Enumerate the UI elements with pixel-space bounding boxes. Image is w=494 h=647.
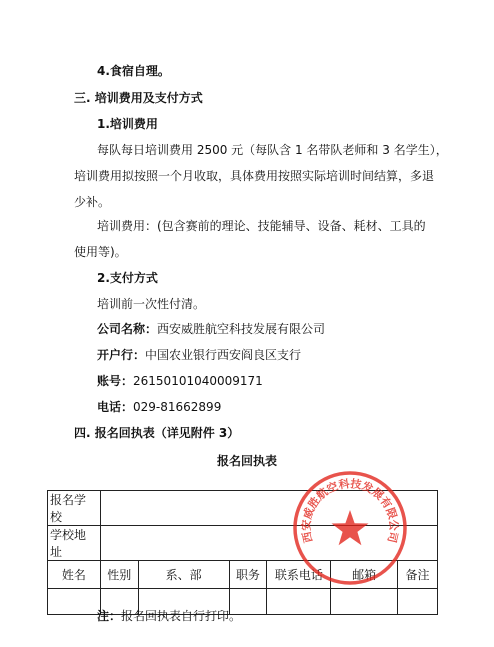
subheading-payment-method: 2.支付方式 <box>97 271 158 285</box>
school-label-cell: 报名学校 <box>48 491 101 526</box>
phone-row <box>97 399 221 415</box>
cell-name[interactable] <box>48 589 101 615</box>
column-header-gender: 性别 <box>100 561 138 589</box>
phone-label: 电话： <box>97 400 134 414</box>
note-row <box>97 608 241 624</box>
subheading-training-fee: 1.培训费用 <box>97 117 158 131</box>
column-header-email: 邮箱 <box>331 561 398 589</box>
note-value: 报名回执表自行打印。 <box>121 609 242 623</box>
account-value: 26150101040009171 <box>133 374 263 388</box>
column-header-phone: 联系电话 <box>267 561 331 589</box>
cell-remarks[interactable] <box>398 589 438 615</box>
section-3-heading: 三. 培训费用及支付方式 <box>74 91 203 105</box>
fee-includes-line-2: 使用等)。 <box>74 245 127 259</box>
seal-text: 西安威胜航空科技发展有限公司 <box>299 477 401 544</box>
bank-value: 中国农业银行西安阎良区支行 <box>145 348 302 362</box>
company-name-row <box>97 321 325 337</box>
fee-paragraph-line-3: 少补。 <box>74 195 111 209</box>
fee-paragraph-line-1: 每队每日培训费用 2500 元（每队含 1 名带队老师和 3 名学生）， <box>97 143 448 157</box>
column-header-remarks: 备注 <box>398 561 438 589</box>
note-label: 注： <box>97 609 122 623</box>
section-4-heading: 四. 报名回执表（详见附件 3） <box>74 426 240 440</box>
company-name-value: 西安威胜航空科技发展有限公司 <box>157 322 326 336</box>
column-header-position: 职务 <box>229 561 267 589</box>
cell-phone[interactable] <box>267 589 331 615</box>
item-food: 4.食宿自理。 <box>97 64 170 78</box>
company-seal-stamp <box>290 468 410 588</box>
account-row <box>97 373 263 389</box>
fee-includes-line-1: 培训费用：(包含赛前的理论、技能辅导、设备、耗材、工具的 <box>97 219 426 233</box>
bank-label: 开户行： <box>97 348 146 362</box>
fee-paragraph-line-2: 培训费用拟按照一个月收取，具体费用按照实际培训时间结算，多退 <box>74 169 435 183</box>
payment-note: 培训前一次性付清。 <box>97 297 206 311</box>
bank-row <box>97 347 301 363</box>
account-label: 账号： <box>97 374 134 388</box>
phone-value: 029-81662899 <box>133 400 222 414</box>
company-name-label: 公司名称： <box>97 322 158 336</box>
column-header-department: 系、部 <box>138 561 229 589</box>
address-label-cell: 学校地址 <box>48 526 101 561</box>
column-header-name: 姓名 <box>48 561 101 589</box>
cell-email[interactable] <box>331 589 398 615</box>
table-title: 报名回执表 <box>216 454 277 468</box>
